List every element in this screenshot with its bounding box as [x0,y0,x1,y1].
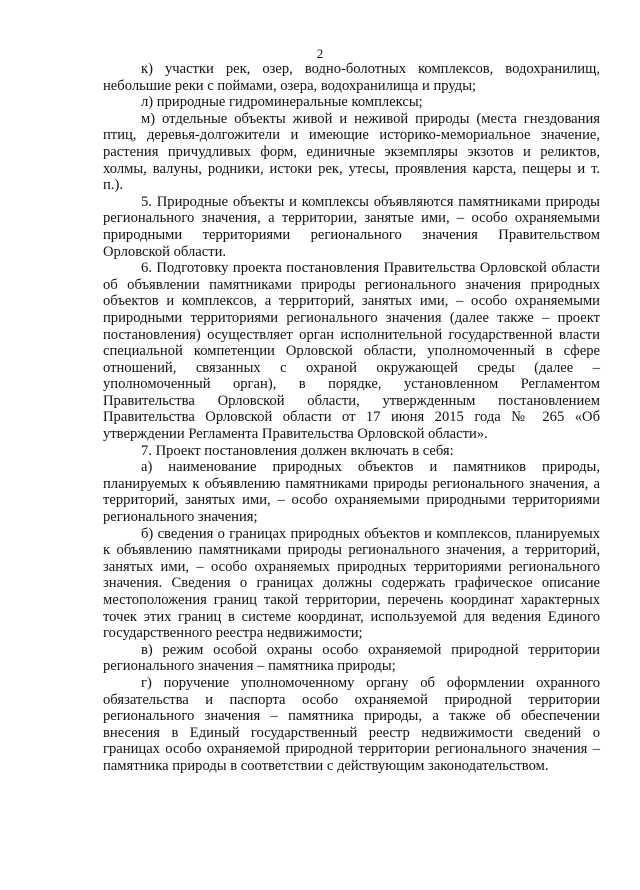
page-number: 2 [316,46,324,61]
paragraph-item-l: л) природные гидроминеральные комплексы; [141,94,423,111]
document-body [103,61,600,775]
paragraph-clause-7: 7. Проект постановления должен включать в себя: [141,442,454,459]
paragraph-subitem-v: в) режим особой охраны особо охраняемой природной территории регионального значения – памятника природы; [103,641,600,675]
paragraph-clause-6: 6. Подготовку проекта постановления Правительства Орловской области об объявлении памятниками природы регионального значения природных объектов и комплексов, а территорий, занятых ими, – особо охраняемыми природными территориями регионального значения (далее также – проект постановления) осуществляет орган исполнительной государственной власти специальной компетенции Орловской области, уполномоченный в сфере отношений, связанных с охраной окружающей среды (далее – уполномоченный орган), в порядке, установленном Регламентом Правительства Орловской области, утвержденным постановлением Правительства Орловской области от 17 июня 2015 года № 265 «Об утверждении Регламента Правительства Орловской области». [103,260,600,443]
paragraph-item-m: м) отдельные объекты живой и неживой природы (места гнездования птиц, деревья-долгожители и имеющие историко-мемориальное значение, растения причудливых форм, единичные экземпляры экзотов и реликтов, холмы, валуны, родники, истоки рек, утесы, проявления карста, пещеры и т. п.). [103,110,600,194]
paragraph-subitem-a: а) наименование природных объектов и памятников природы, планируемых к объявлению памятниками природы регионального значения, а территорий, занятых ими, – особо охраняемыми природными территориями регионального значения; [103,459,600,526]
paragraph-item-k: к) участки рек, озер, водно-болотных комплексов, водохранилищ, небольшие реки с поймами, озера, водохранилища и пруды; [103,61,600,94]
paragraph-clause-5: 5. Природные объекты и комплексы объявляются памятниками природы регионального значения, а территории, занятые ими, – особо охраняемыми природными территориями регионального значения Правительством Орловской области. [103,193,600,260]
paragraph-subitem-b: б) сведения о границах природных объектов и комплексов, планируемых к объявлению памятниками природы регионального значения, а территорий, занятых ими, – особо охраняемых природных территориями регионального значения. Сведения о границах должны содержать графическое описание местоположения границ такой территории, перечень координат характерных точек этих границ в системе координат, используемой для ведения Единого государственного реестра недвижимости; [103,525,600,642]
paragraph-subitem-g: г) поручение уполномоченному органу об оформлении охранного обязательства и паспорта особо охраняемой природной территории регионального значения – памятника природы, а также об обеспечении внесения в Единый государственный реестр недвижимости сведений о границах особо охраняемой природной территории регионального значения – памятника природы в соответствии с действующим законодательством. [103,674,600,774]
